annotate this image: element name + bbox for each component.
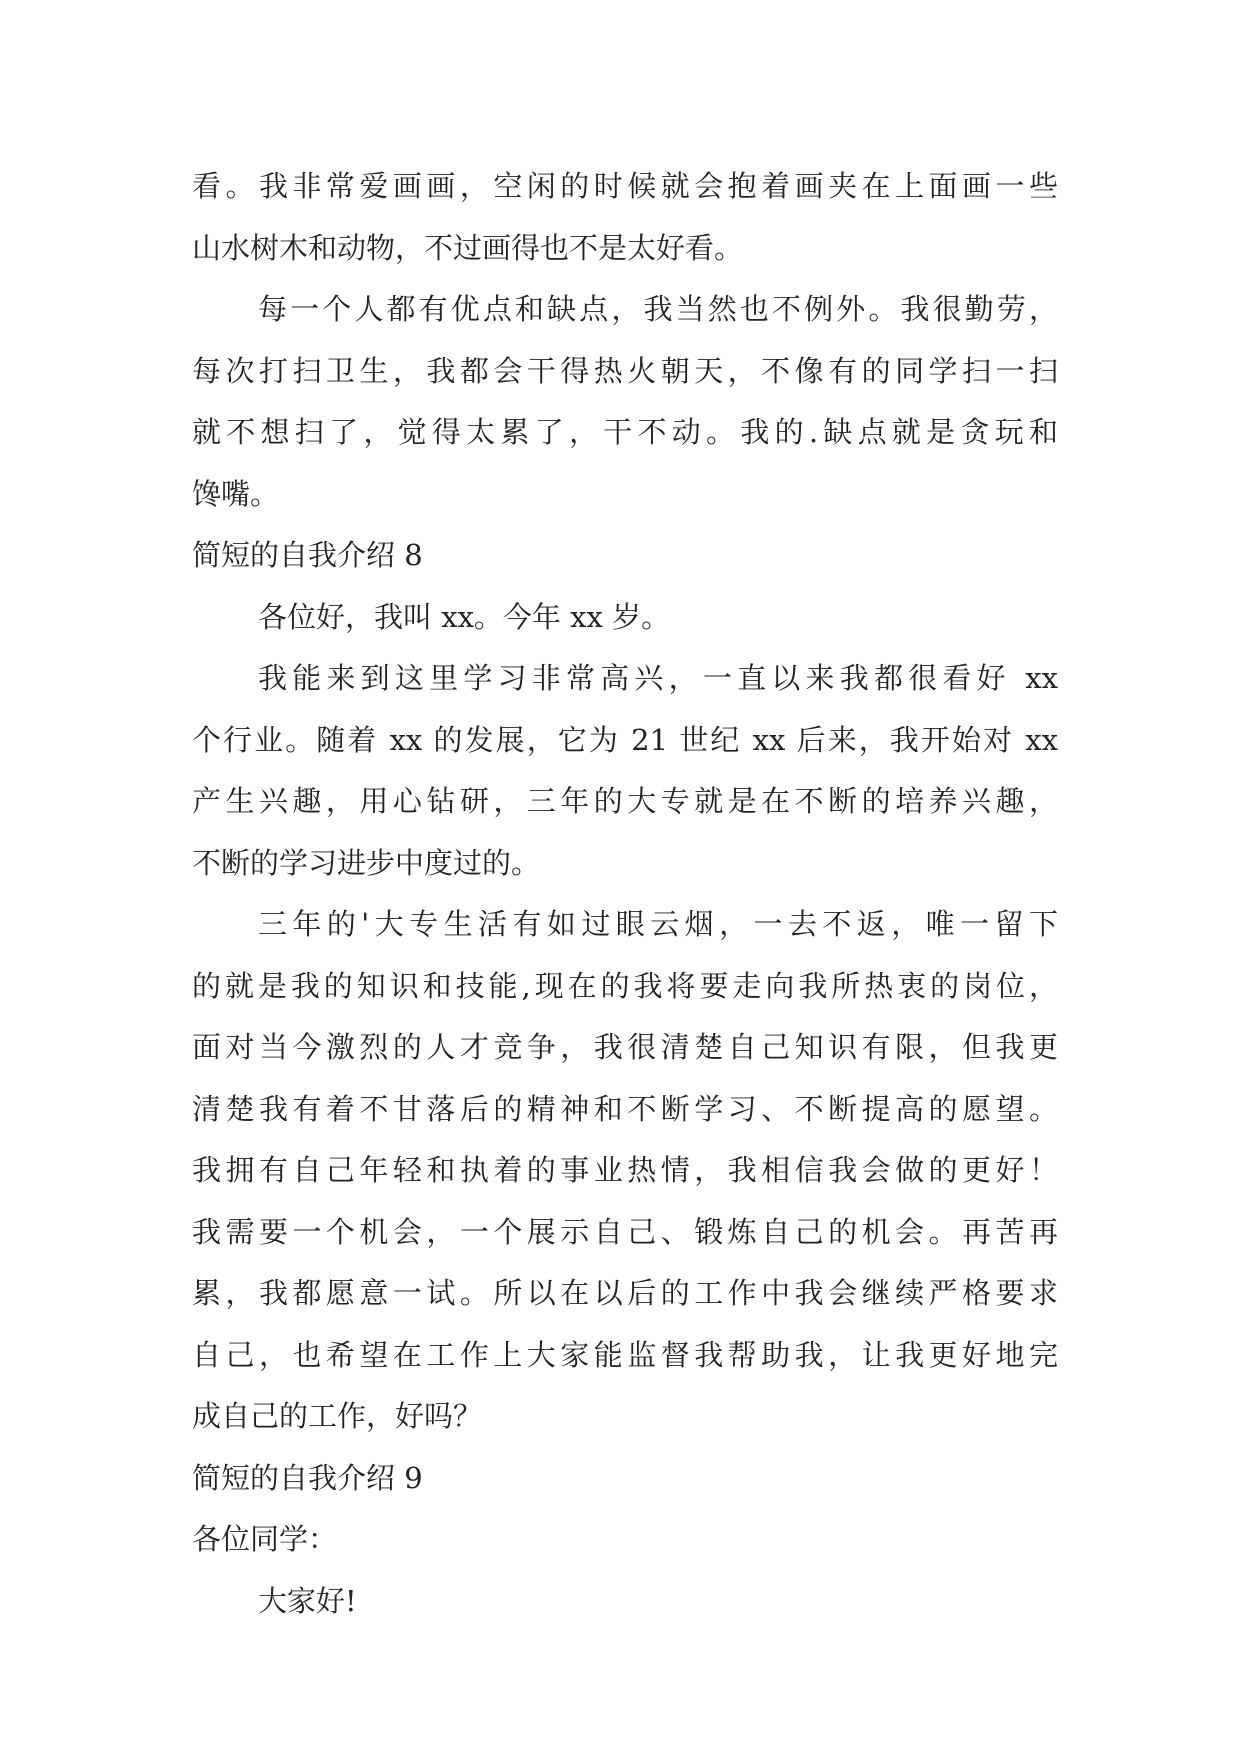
paragraph-line: 三年的'大专生活有如过眼云烟，一去不返，唯一留下 <box>258 907 1058 941</box>
paragraph-line: 每次打扫卫生，我都会干得热火朝天，不像有的同学扫一扫 <box>192 353 1058 388</box>
paragraph-line: 累，我都愿意一试。所以在以后的工作中我会继续严格要求 <box>192 1276 1058 1310</box>
paragraph-line: 我需要一个机会，一个展示自己、锻炼自己的机会。再苦再 <box>192 1214 1058 1249</box>
paragraph-line: 看。我非常爱画画，空闲的时候就会抱着画夹在上面画一些 <box>192 169 1058 203</box>
paragraph-line: 产生兴趣，用心钻研，三年的大专就是在不断的培养兴趣， <box>192 784 1058 818</box>
paragraph-line: 各位好，我叫 xx。今年 xx 岁。 <box>258 599 671 634</box>
paragraph-line: 每一个人都有优点和缺点，我当然也不例外。我很勤劳， <box>258 292 1058 326</box>
salutation-line: 各位同学： <box>192 1522 338 1556</box>
paragraph-line: 面对当今激烈的人才竞争，我很清楚自己知识有限，但我更 <box>192 1030 1058 1064</box>
paragraph-line: 成自己的工作，好吗？ <box>192 1399 483 1433</box>
paragraph-line: 馋嘴。 <box>192 476 280 511</box>
paragraph-line: 山水树木和动物，不过画得也不是太好看。 <box>192 230 744 265</box>
paragraph-line: 自己，也希望在工作上大家能监督我帮助我，让我更好地完 <box>192 1337 1058 1372</box>
paragraph-line: 我拥有自己年轻和执着的事业热情，我相信我会做的更好！ <box>192 1153 1058 1187</box>
greeting-line: 大家好! <box>258 1583 357 1618</box>
paragraph-line: 我能来到这里学习非常高兴，一直以来我都很看好 xx <box>258 661 1058 695</box>
document-body <box>192 156 1058 1632</box>
paragraph-line: 不断的学习进步中度过的。 <box>192 845 541 880</box>
section-heading: 简短的自我介绍 9 <box>192 1460 423 1495</box>
paragraph-line: 的就是我的知识和技能,现在的我将要走向我所热衷的岗位， <box>192 968 1058 1003</box>
section-heading: 简短的自我介绍 8 <box>192 538 423 572</box>
paragraph-line: 清楚我有着不甘落后的精神和不断学习、不断提高的愿望。 <box>192 1091 1058 1126</box>
paragraph-line: 个行业。随着 xx 的发展，它为 21 世纪 xx 后来，我开始对 xx <box>192 722 1058 757</box>
paragraph-line: 就不想扫了，觉得太累了，干不动。我的.缺点就是贪玩和 <box>192 415 1058 449</box>
